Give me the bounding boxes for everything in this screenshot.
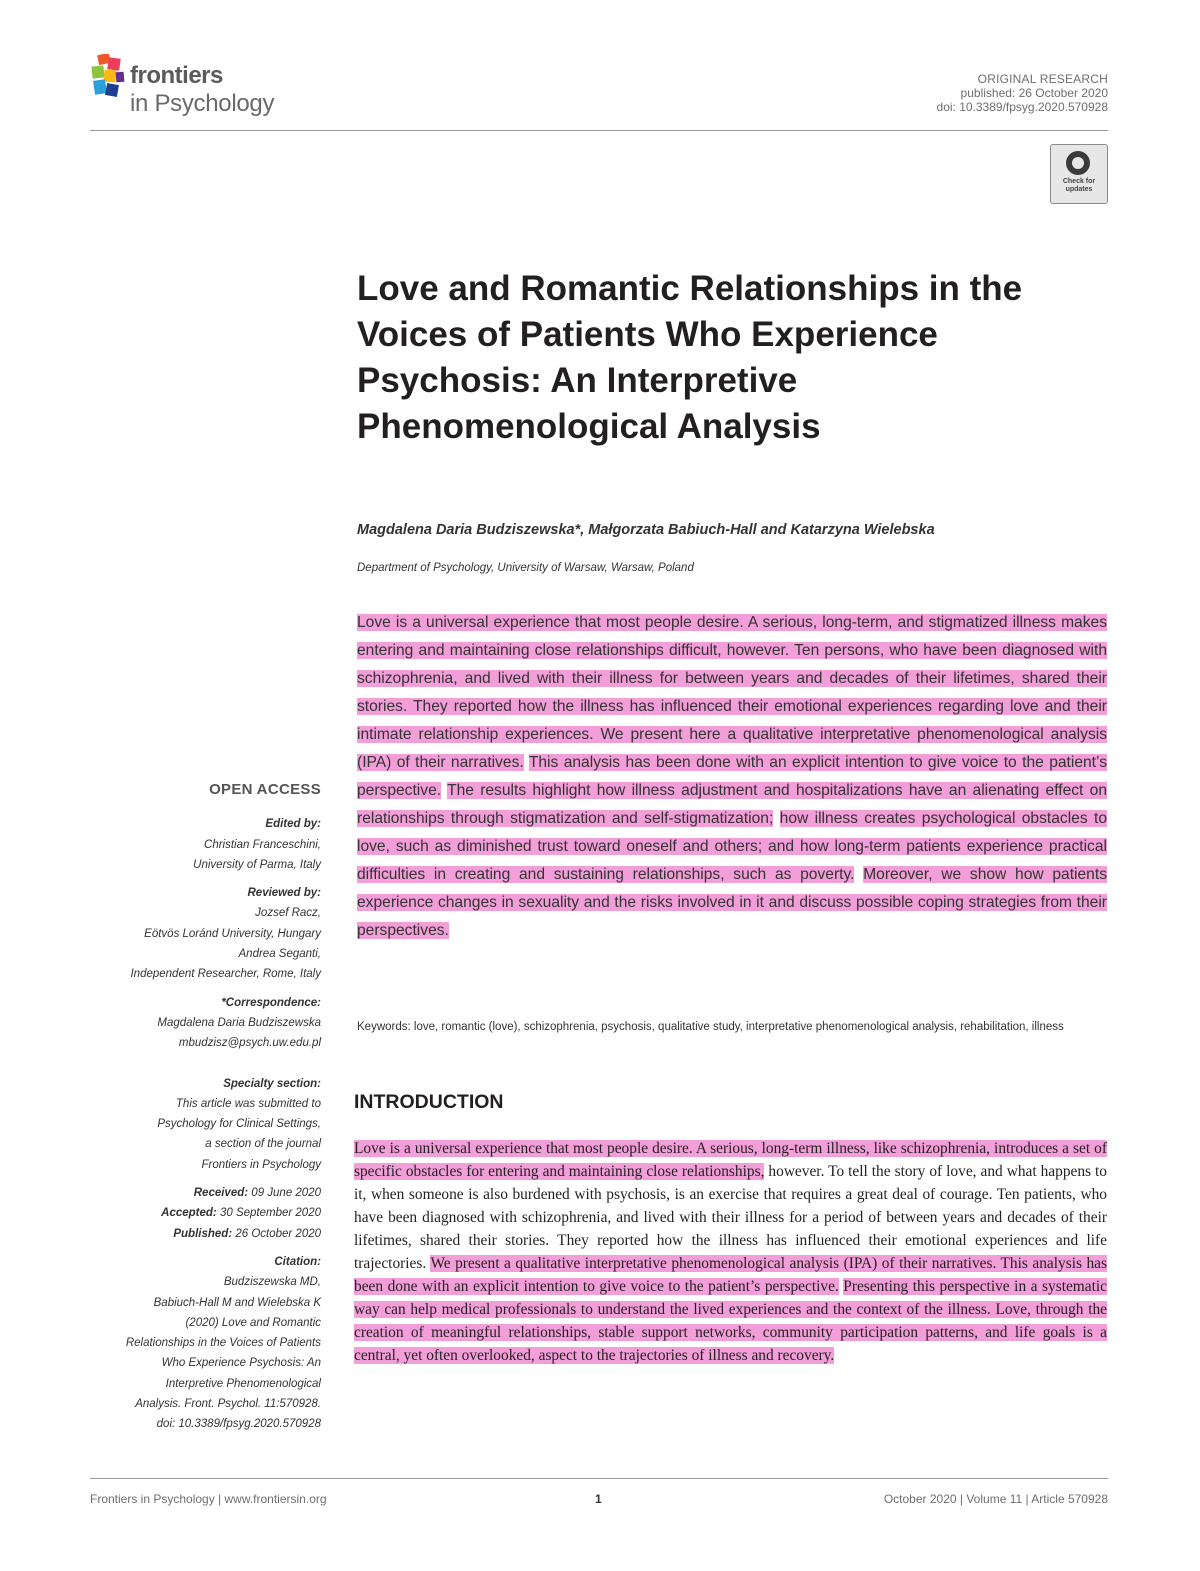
- editor-affiliation: University of Parma, Italy: [193, 858, 321, 871]
- logo-text-journal: in Psychology: [130, 90, 275, 117]
- correspondence-email[interactable]: mbudzisz@psych.uw.edu.pl: [178, 1037, 321, 1050]
- page-number: 1: [595, 1492, 602, 1506]
- citation-line: (2020) Love and Romantic: [185, 1316, 321, 1329]
- article-type: ORIGINAL RESEARCH: [977, 72, 1108, 86]
- published-date: published: 26 October 2020: [960, 86, 1108, 100]
- abstract-text: [773, 810, 779, 827]
- citation-line: Who Experience Psychosis: An: [161, 1357, 321, 1370]
- article-title: Love and Romantic Relationships in the Voices of Patients Who Experience Psychosis: An Interpretive Phenomenological Analysis: [357, 269, 1023, 446]
- authors: Magdalena Daria Budziszewska*, Małgorzata Babiuch-Hall and Katarzyna Wielebska: [357, 522, 935, 538]
- abstract: [357, 609, 1107, 945]
- highlight: We present a qualitative interpretative phenomenological analysis (IPA) of their narratives. This analysis has been done with an explicit intention to give voice to the patient’s perspective.: [354, 1255, 1107, 1295]
- footer-issue: October 2020 | Volume 11 | Article 570928: [883, 1492, 1108, 1506]
- citation-line: Analysis. Front. Psychol. 11:570928.: [135, 1398, 321, 1411]
- specialty-label: Specialty section:: [223, 1077, 321, 1090]
- highlight: Love is a universal experience that most people desire.: [357, 614, 744, 631]
- intro-text: however. To tell the story of love, and what happens to it, when someone is also burdened with psychosis, is an exercise that requires a great deal of courage. Ten patients, who have been diagnosed with schizophrenia, and lived with their illness for a period of between years and decades of their lifetimes, shared their stories. They reported how the illness has influenced their emotional experiences and life trajectories.: [354, 1163, 1107, 1272]
- specialty-line: Psychology for Clinical Settings,: [157, 1118, 321, 1131]
- keywords-list: love, romantic (love), schizophrenia, psychosis, qualitative study, interpretative phenomenological analysis, rehabilitation, illness: [413, 1021, 1064, 1033]
- badge-label: Check for updates: [1062, 178, 1096, 193]
- accepted-value: 30 September 2020: [219, 1207, 321, 1220]
- received-value: 09 June 2020: [251, 1187, 321, 1200]
- doi: doi: 10.3389/fpsyg.2020.570928: [936, 100, 1108, 114]
- header-divider: [90, 130, 1108, 131]
- edited-by-label: Edited by:: [265, 818, 321, 831]
- frontiers-logo-icon: [90, 54, 128, 102]
- check-for-updates-button[interactable]: [1050, 144, 1108, 204]
- received-date: [90, 1183, 321, 1203]
- reviewed-by-label: Reviewed by:: [247, 887, 321, 900]
- abstract-text: [854, 866, 863, 883]
- citation-line: Babiuch-Hall M and Wielebska K: [153, 1296, 321, 1309]
- citation-label: Citation:: [274, 1255, 321, 1268]
- published-value: 26 October 2020: [235, 1227, 321, 1240]
- correspondence-label: *Correspondence:: [221, 996, 321, 1009]
- correspondence-name: Magdalena Daria Budziszewska: [157, 1016, 321, 1029]
- accepted-label: Accepted:: [161, 1207, 217, 1220]
- highlight: Presenting this perspective in a systematic way can help medical professionals to understand the lived experiences and the context of the illness. Love, through the creation of meaningful relationships, stable support networks, community participation patterns, and life goals is a central, yet often overlooked, aspect to the trajectories of illness and recovery.: [354, 1278, 1107, 1364]
- citation-line: Budziszewska MD,: [223, 1276, 321, 1289]
- highlight: how illness creates psychological obstacles to love, such as diminished trust toward oneself and others; and how long-term patients experience practical difficulties in creating and sustaining relationships, such as poverty.: [357, 810, 1107, 883]
- published-date-sidebar: [90, 1224, 321, 1244]
- received-label: Received:: [193, 1187, 249, 1200]
- footer-divider: [90, 1478, 1108, 1479]
- highlight: This analysis has been done with an explicit intention to give voice to the patient’s perspective.: [357, 754, 1107, 799]
- reviewer-name: Andrea Seganti,: [238, 948, 321, 961]
- editor-name: Christian Franceschini,: [204, 838, 321, 851]
- article-meta: [937, 72, 1108, 114]
- specialty-line: a section of the journal: [205, 1138, 321, 1151]
- specialty-line: Frontiers in Psychology: [201, 1158, 321, 1171]
- accepted-date: [90, 1203, 321, 1223]
- introduction-text: [354, 1137, 1107, 1367]
- journal-logo: [90, 52, 320, 124]
- sidebar: [90, 780, 321, 1435]
- section-heading: INTRODUCTION: [354, 1091, 504, 1113]
- reviewer-name: Jozsef Racz,: [255, 907, 321, 920]
- footer-journal[interactable]: Frontiers in Psychology | www.frontiersin.org: [90, 1492, 327, 1506]
- open-access-label: OPEN ACCESS: [209, 781, 321, 798]
- highlight: Love is a universal experience that most people desire. A serious, long-term illness, like schizophrenia, introduces a set of specific obstacles for entering and maintaining close relationships,: [354, 1140, 1107, 1180]
- keywords: [357, 1019, 1107, 1036]
- highlight: A serious, long-term, and stigmatized illness makes entering and maintaining close relationships difficult, however. Ten persons, who have been diagnosed with schizophrenia, and lived with their illness for between years and decades of their lifetimes, shared their stories. They reported how the illness has influenced their emotional experiences regarding love and their intimate relationship experiences. We present here a qualitative interpretative phenomenological analysis (IPA) of their narratives.: [357, 614, 1107, 771]
- citation-line: doi: 10.3389/fpsyg.2020.570928: [156, 1418, 321, 1431]
- specialty-line: This article was submitted to: [175, 1097, 321, 1110]
- citation-line: Interpretive Phenomenological: [165, 1377, 321, 1390]
- published-label: Published:: [173, 1227, 233, 1240]
- keywords-label: Keywords:: [357, 1021, 411, 1033]
- logo-text-frontiers: frontiers: [130, 62, 223, 89]
- highlight: The results highlight how illness adjustment and hospitalizations have an alienating effect on relationships through stigmatization and self-stigmatization;: [357, 782, 1107, 827]
- update-icon: [1066, 151, 1090, 175]
- citation-line: Relationships in the Voices of Patients: [125, 1337, 321, 1350]
- highlight: Moreover, we show how patients experience changes in sexuality and the risks involved in it and discuss possible coping strategies from their perspectives.: [357, 866, 1107, 939]
- affiliation: Department of Psychology, University of Warsaw, Warsaw, Poland: [357, 562, 694, 574]
- reviewer-affiliation: Eötvös Loránd University, Hungary: [144, 927, 321, 940]
- reviewer-affiliation: Independent Researcher, Rome, Italy: [130, 968, 321, 981]
